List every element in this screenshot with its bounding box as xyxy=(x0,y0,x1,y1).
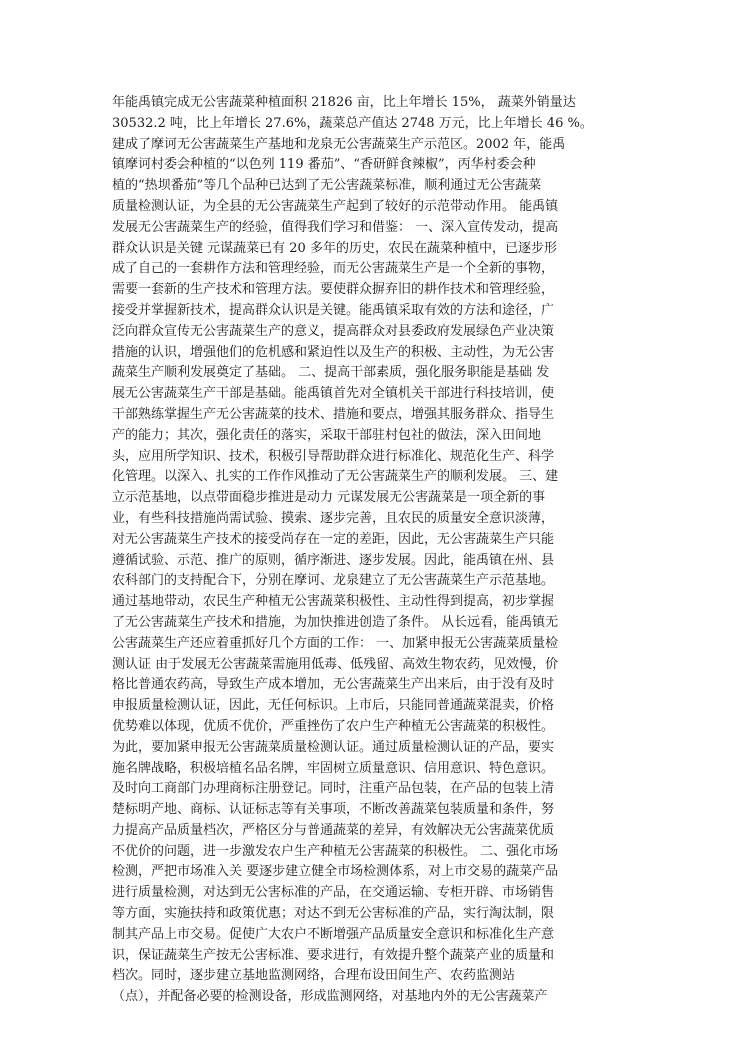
text-line: 遵循试验、示范、推广的原则，循序渐进、逐步发展。因此，能禹镇在州、县 xyxy=(112,552,555,568)
text-line: 等方面，实施扶持和政策优惠；对达不到无公害标准的产品，实行淘汰制，限 xyxy=(112,906,555,922)
text-line: 化管理。以深入、扎实的工作作风推动了无公害蔬菜生产的顺利发展。 三、建 xyxy=(112,469,559,485)
text-line: 成了自己的一套耕作方法和管理经验，而无公害蔬菜生产是一个全新的事物， xyxy=(112,261,555,277)
text-line: （点），并配备必要的检测设备，形成监测网络，对基地内外的无公害蔬菜产 xyxy=(112,989,548,1005)
text-line: 需要一套新的生产技术和管理方法。要使群众摒弃旧的耕作技术和管理经验， xyxy=(112,282,555,298)
text-line: 楚标明产地、商标、认证标志等有关事项，不断改善蔬菜包装质量和条件，努 xyxy=(112,802,555,818)
text-line: 业，有些科技措施尚需试验、摸索、逐步完善，且农民的质量安全意识淡薄， xyxy=(112,510,555,526)
text-line: 申报质量检测认证，因此，无任何标识。上市后，只能同普通蔬菜混卖，价格 xyxy=(112,698,555,714)
text-line: 优势难以体现，优质不优价，严重挫伤了农户生产种植无公害蔬菜的积极性。 xyxy=(112,718,555,734)
text-line: 泛向群众宣传无公害蔬菜生产的意义，提高群众对县委政府发展绿色产业决策 xyxy=(112,323,555,339)
text-line: 格比普通农药高，导致生产成本增加，无公害蔬菜生产出来后，由于没有及时 xyxy=(112,677,555,693)
text-line: 干部熟练掌握生产无公害蔬菜的技术、措施和要点，增强其服务群众、指导生 xyxy=(112,406,555,422)
text-line: 通过基地带动，农民生产种植无公害蔬菜积极性、主动性得到提高，初步掌握 xyxy=(112,594,555,610)
text-line: 农科部门的支持配合下，分别在摩诃、龙泉建立了无公害蔬菜生产示范基地。 xyxy=(112,573,555,589)
text-line: 施名牌战略，积极培植名品名牌，牢固树立质量意识、信用意识、特色意识。 xyxy=(112,760,555,776)
text-line: 对无公害蔬菜生产技术的接受尚存在一定的差距，因此，无公害蔬菜生产只能 xyxy=(112,531,555,547)
text-line: 蔬菜生产顺利发展奠定了基础。 二、提高干部素质，强化服务职能是基础 发 xyxy=(112,365,550,381)
text-line: 措施的认识，增强他们的危机感和紧迫性以及生产的积极、主动性，为无公害 xyxy=(112,344,555,360)
text-line: 力提高产品质量档次，严格区分与普通蔬菜的差异，有效解决无公害蔬菜优质 xyxy=(112,822,555,838)
text-line: 进行质量检测，对达到无公害标准的产品，在交通运输、专柜开辟、市场销售 xyxy=(112,885,555,901)
article-body xyxy=(112,93,632,1008)
text-line: 植的“热坝番茄”等几个品种已达到了无公害蔬菜标准，顺利通过无公害蔬菜 xyxy=(112,178,542,194)
text-line: 头，应用所学知识、技术，积极引导帮助群众进行标准化、规范化生产、科学 xyxy=(112,448,555,464)
text-line: 建成了摩诃无公害蔬菜生产基地和龙泉无公害蔬菜生产示范区。2002 年，能禹 xyxy=(112,136,566,152)
text-line: 测认证 由于发展无公害蔬菜需施用低毒、低残留、高效生物农药，见效慢，价 xyxy=(112,656,559,672)
text-line: 年能禹镇完成无公害蔬菜种植面积 21826 亩，比上年增长 15%， 蔬菜外销量达 xyxy=(112,95,576,110)
text-line: 群众认识是关键 元谋蔬菜已有 20 多年的历史，农民在蔬菜种植中，已逐步形 xyxy=(112,240,557,256)
text-line: 了无公害蔬菜生产技术和措施，为加快推进创造了条件。 从长远看，能禹镇无 xyxy=(112,614,559,630)
text-line: 镇摩诃村委会种植的“以色列 119 番茄”、“香研鲜食辣椒”，丙华村委会种 xyxy=(112,157,536,173)
text-line: 识，保证蔬菜生产按无公害标准、要求进行，有效提升整个蔬菜产业的质量和 xyxy=(112,947,555,963)
text-line: 不优价的问题，进一步激发农户生产种植无公害蔬菜的积极性。 二、强化市场 xyxy=(112,843,559,859)
text-line: 30532.2 吨，比上年增长 27.6%，蔬菜总产值达 2748 万元，比上年增长 46 %。 xyxy=(112,115,593,131)
text-line: 档次。同时，逐步建立基地监测网络，合理布设田间生产、农药监测站 xyxy=(112,968,516,984)
text-line: 发展无公害蔬菜生产的经验，值得我们学习和借鉴： 一、深入宣传发动，提高 xyxy=(112,219,559,235)
text-line: 制其产品上市交易。促使广大农户不断增强产品质量安全意识和标准化生产意 xyxy=(112,926,555,942)
text-line: 检测，严把市场准入关 要逐步建立健全市场检测体系，对上市交易的蔬菜产品 xyxy=(112,864,559,880)
text-line: 产的能力；其次，强化责任的落实，采取干部驻村包社的做法，深入田间地 xyxy=(112,427,542,443)
text-line: 质量检测认证，为全县的无公害蔬菜生产起到了较好的示范带动作用。 能禹镇 xyxy=(112,198,559,214)
text-line: 为此，要加紧申报无公害蔬菜质量检测认证。通过质量检测认证的产品，要实 xyxy=(112,739,555,755)
text-line: 立示范基地，以点带面稳步推进是动力 元谋发展无公害蔬菜是一项全新的事 xyxy=(112,490,546,506)
text-line: 及时向工商部门办理商标注册登记。同时，注重产品包装，在产品的包装上清 xyxy=(112,781,555,797)
text-line: 公害蔬菜生产还应着重抓好几个方面的工作： 一、加紧申报无公害蔬菜质量检 xyxy=(112,635,559,651)
text-line: 接受并掌握新技术，提高群众认识是关键。能禹镇采取有效的方法和途径，广 xyxy=(112,302,555,318)
text-line: 展无公害蔬菜生产干部是基础。能禹镇首先对全镇机关干部进行科技培训，使 xyxy=(112,386,555,402)
